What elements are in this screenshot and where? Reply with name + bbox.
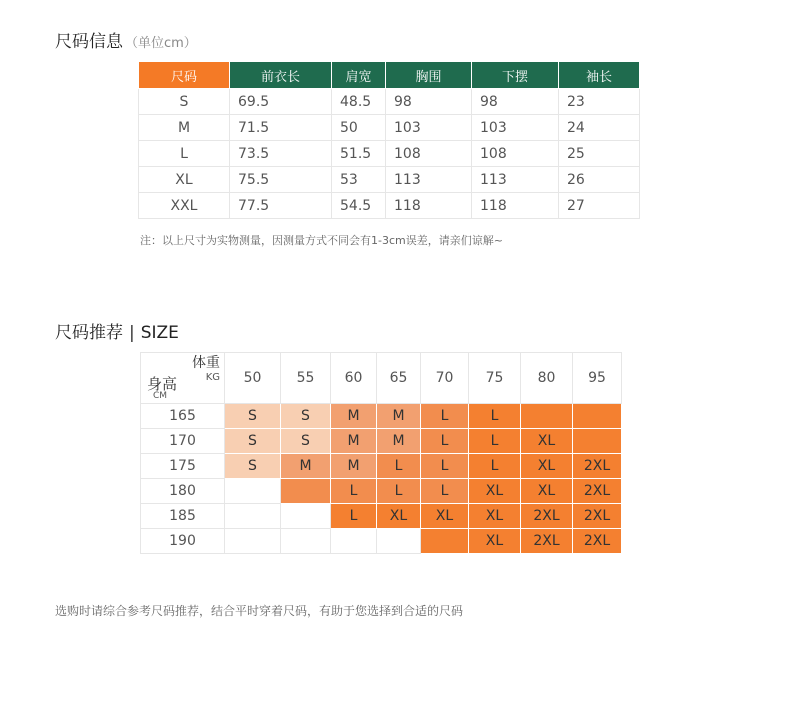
header-sleeve: 袖长: [559, 62, 640, 89]
size-recommend-cell: L: [377, 454, 421, 479]
height-header: 180: [141, 479, 225, 504]
size-cell: XXL: [139, 193, 230, 219]
size-recommend-cell: [421, 529, 469, 554]
size-recommend-cell: L: [469, 404, 521, 429]
measure-cell: 77.5: [230, 193, 332, 219]
size-recommend-cell: 2XL: [521, 504, 573, 529]
size-info-table: [138, 61, 640, 219]
size-recommend-cell: L: [421, 429, 469, 454]
size-info-unit: （单位cm）: [125, 36, 197, 51]
size-recommend-cell: [573, 429, 622, 454]
size-recommend-cell: M: [377, 404, 421, 429]
weight-header: 75: [469, 353, 521, 404]
table-row: [139, 115, 640, 141]
size-recommend-cell: S: [281, 404, 331, 429]
size-recommend-cell: M: [281, 454, 331, 479]
size-recommend-cell: S: [225, 429, 281, 454]
height-unit: CM: [153, 391, 168, 401]
size-recommend-cell: XL: [421, 504, 469, 529]
measure-cell: 113: [472, 167, 559, 193]
header-hem: 下摆: [472, 62, 559, 89]
measure-cell: 25: [559, 141, 640, 167]
size-recommend-cell: [225, 479, 281, 504]
header-length: 前衣长: [230, 62, 332, 89]
size-recommend-cell: L: [331, 479, 377, 504]
measure-cell: 50: [332, 115, 386, 141]
height-header: 190: [141, 529, 225, 554]
height-label: 身高: [147, 375, 178, 393]
height-row: [141, 454, 622, 479]
size-cell: XL: [139, 167, 230, 193]
size-recommend-cell: L: [469, 429, 521, 454]
size-recommend-cell: XL: [469, 529, 521, 554]
height-header: 185: [141, 504, 225, 529]
weight-header: 55: [281, 353, 331, 404]
size-recommend-cell: L: [469, 454, 521, 479]
height-row: [141, 504, 622, 529]
height-row: [141, 404, 622, 429]
measure-cell: 27: [559, 193, 640, 219]
size-recommend-cell: M: [331, 404, 377, 429]
size-recommend-cell: S: [225, 454, 281, 479]
size-recommend-cell: XL: [469, 479, 521, 504]
height-header: 175: [141, 454, 225, 479]
size-recommend-cell: [573, 404, 622, 429]
measure-cell: 51.5: [332, 141, 386, 167]
size-recommend-cell: M: [377, 429, 421, 454]
size-cell: S: [139, 89, 230, 115]
size-recommend-cell: XL: [377, 504, 421, 529]
table-row: [139, 141, 640, 167]
measure-cell: 118: [386, 193, 472, 219]
header-shoulder: 肩宽: [332, 62, 386, 89]
recommend-title: [55, 318, 179, 343]
height-header: 170: [141, 429, 225, 454]
weight-header: 50: [225, 353, 281, 404]
size-recommend-cell: L: [421, 404, 469, 429]
size-info-note: 注：以上尺寸为实物测量，因测量方式不同会有1-3cm误差，请亲们谅解~: [140, 234, 503, 247]
recommend-title-divider: |: [129, 323, 135, 343]
height-row: [141, 429, 622, 454]
size-recommend-cell: L: [331, 504, 377, 529]
measure-cell: 48.5: [332, 89, 386, 115]
size-recommend-cell: 2XL: [573, 454, 622, 479]
measure-cell: 23: [559, 89, 640, 115]
measure-cell: 71.5: [230, 115, 332, 141]
size-recommend-cell: [281, 479, 331, 504]
weight-header-row: [141, 353, 622, 404]
measure-cell: 113: [386, 167, 472, 193]
header-chest: 胸围: [386, 62, 472, 89]
measure-cell: 69.5: [230, 89, 332, 115]
measure-cell: 53: [332, 167, 386, 193]
header-size: 尺码: [139, 62, 230, 89]
size-recommend-cell: M: [331, 454, 377, 479]
height-header: 165: [141, 404, 225, 429]
size-recommend-cell: [281, 529, 331, 554]
size-recommend-cell: M: [331, 429, 377, 454]
weight-header: 80: [521, 353, 573, 404]
weight-unit: KG: [205, 372, 220, 383]
measure-cell: 75.5: [230, 167, 332, 193]
weight-header: 95: [573, 353, 622, 404]
measure-cell: 98: [472, 89, 559, 115]
weight-label: 体重: [192, 355, 220, 371]
size-recommend-cell: L: [421, 454, 469, 479]
size-recommend-cell: L: [421, 479, 469, 504]
size-recommend-cell: XL: [521, 454, 573, 479]
measure-cell: 118: [472, 193, 559, 219]
size-recommend-cell: 2XL: [573, 529, 622, 554]
size-recommend-cell: 2XL: [573, 504, 622, 529]
recommend-title-text: 尺码推荐: [55, 323, 123, 343]
recommend-note: 选购时请综合参考尺码推荐，结合平时穿着尺码，有助于您选择到合适的尺码: [55, 604, 464, 618]
size-recommend-cell: S: [281, 429, 331, 454]
size-recommend-cell: XL: [469, 504, 521, 529]
grid-corner: [141, 353, 225, 404]
size-recommend-cell: [225, 529, 281, 554]
table-row: [139, 89, 640, 115]
size-recommend-cell: 2XL: [521, 529, 573, 554]
measure-cell: 103: [386, 115, 472, 141]
measure-cell: 26: [559, 167, 640, 193]
size-recommend-cell: [281, 504, 331, 529]
measure-cell: 54.5: [332, 193, 386, 219]
size-info-header-row: [139, 62, 640, 89]
size-recommend-cell: [225, 504, 281, 529]
height-row: [141, 529, 622, 554]
height-row: [141, 479, 622, 504]
measure-cell: 103: [472, 115, 559, 141]
measure-cell: 98: [386, 89, 472, 115]
measure-cell: 73.5: [230, 141, 332, 167]
size-recommend-cell: [377, 529, 421, 554]
weight-header: 65: [377, 353, 421, 404]
size-cell: L: [139, 141, 230, 167]
size-recommend-cell: [521, 404, 573, 429]
size-recommend-cell: S: [225, 404, 281, 429]
table-row: [139, 193, 640, 219]
size-info-title-text: 尺码信息: [55, 32, 123, 52]
size-recommend-cell: 2XL: [573, 479, 622, 504]
size-recommend-cell: L: [377, 479, 421, 504]
size-recommend-cell: XL: [521, 479, 573, 504]
size-cell: M: [139, 115, 230, 141]
weight-header: 70: [421, 353, 469, 404]
measure-cell: 24: [559, 115, 640, 141]
measure-cell: 108: [386, 141, 472, 167]
measure-cell: 108: [472, 141, 559, 167]
weight-header: 60: [331, 353, 377, 404]
table-row: [139, 167, 640, 193]
size-info-title: [55, 27, 197, 52]
recommend-title-en: SIZE: [140, 323, 179, 343]
size-recommend-grid: [140, 352, 622, 554]
size-recommend-cell: XL: [521, 429, 573, 454]
size-recommend-cell: [331, 529, 377, 554]
